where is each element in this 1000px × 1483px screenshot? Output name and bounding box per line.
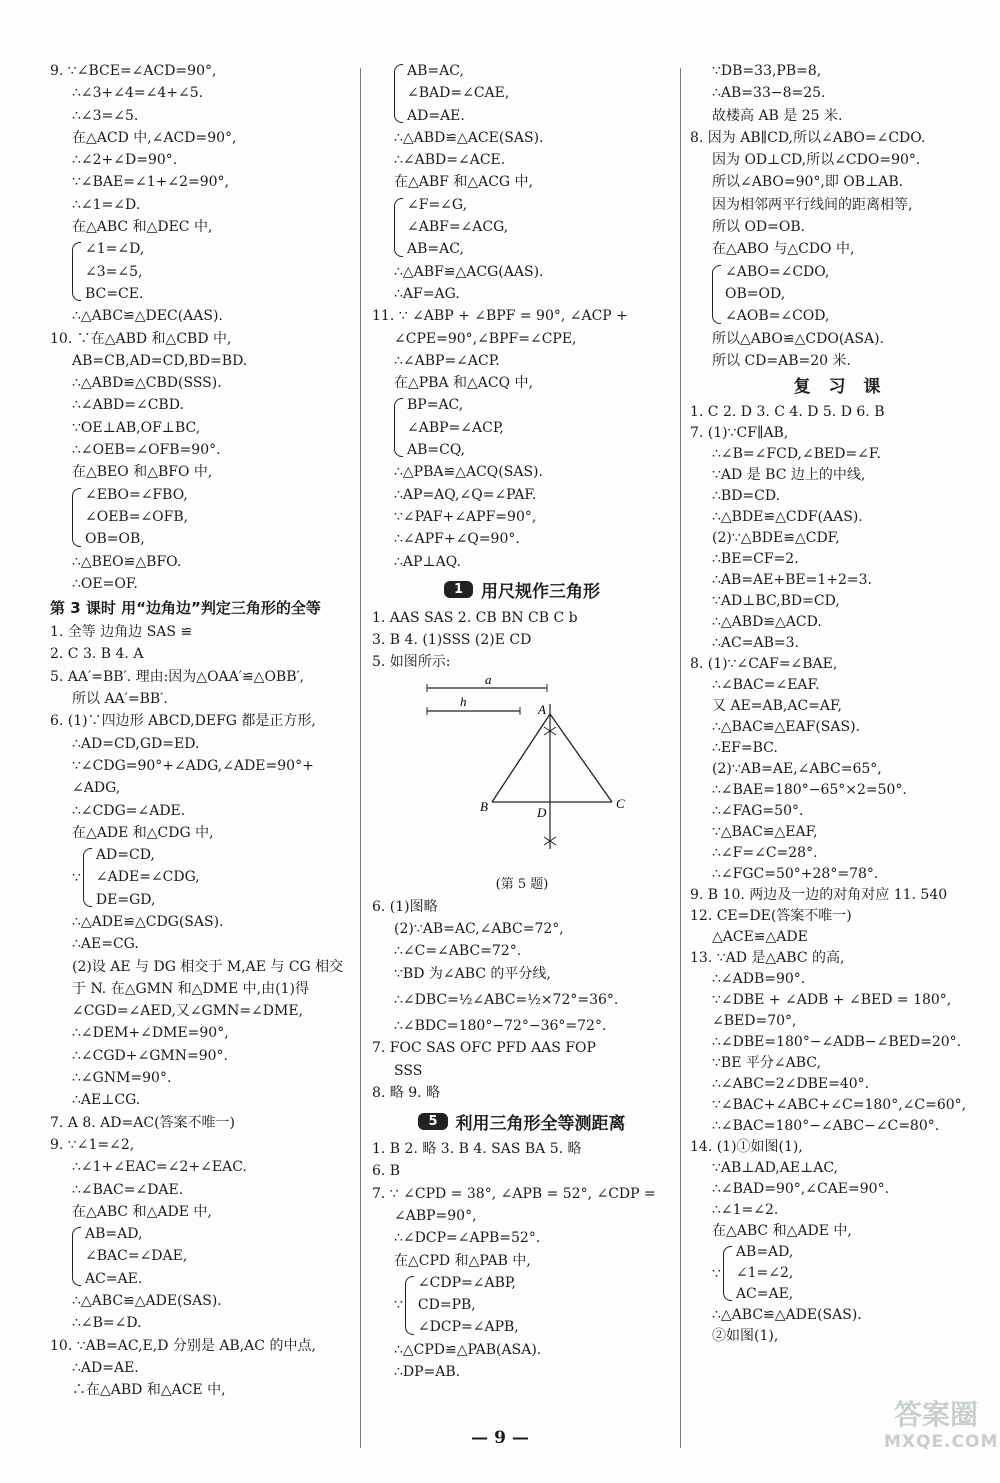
text-line: 5. AA′=BB′. 理由:因为△OAA′≌△OBB′,	[50, 668, 305, 685]
text-line: ∴∠DBC=½∠ABC=½×72°=36°.	[394, 991, 619, 1008]
column-divider-2	[680, 68, 681, 1448]
text-line: 1. C 2. D 3. C 4. D 5. D 6. B	[690, 404, 885, 421]
text-line: AB=CQ,	[407, 442, 466, 459]
text-line: ∴∠BAC=∠EAF.	[712, 677, 820, 694]
text-line: ∴∠2+∠D=90°.	[72, 152, 178, 169]
text-line: ∴AP⊥AQ.	[394, 553, 461, 570]
label-a: a	[485, 673, 492, 687]
page-number: — 9 —	[471, 1428, 529, 1448]
text-line: ∠ABP=90°,	[394, 1207, 477, 1224]
text-line: 7. FOC SAS OFC PFD AAS FOP	[372, 1040, 596, 1057]
text-line: 7. ∵ ∠CPD = 38°, ∠APB = 52°, ∠CDP =	[372, 1185, 656, 1202]
text-line: ∴∠BDC=180°−72°−36°=72°.	[394, 1017, 607, 1034]
text-line: ∴△BAC≌△EAF(SAS).	[712, 719, 860, 736]
text-line: ∠BAC=∠DAE,	[85, 1248, 188, 1265]
text-line: OB=OD,	[725, 285, 786, 302]
text-line: ∠F=∠G,	[407, 196, 468, 213]
text-line: AD=AE.	[407, 107, 465, 124]
text-line: 9. B 10. 两边及一边的对角对应 11. 540	[690, 887, 948, 904]
label-h: h	[460, 693, 467, 709]
brace	[712, 265, 721, 324]
text-line: 1. B 2. 略 3. B 4. SAS BA 5. 略	[372, 1141, 582, 1158]
brace	[405, 1276, 414, 1335]
chapter-badge: 1	[444, 581, 473, 598]
text-line: 在△CPD 和△PAB 中,	[394, 1252, 531, 1269]
text-line: ∴DP=AB.	[394, 1364, 461, 1381]
label-A: A	[538, 701, 546, 717]
text-line: 11. ∵ ∠ABP + ∠BPF = 90°, ∠ACP +	[372, 308, 628, 325]
text-line: ∴△PBA≌△ACQ(SAS).	[394, 464, 543, 481]
text-line: △ACE≌△ADE	[712, 929, 808, 946]
text-line: ∴∠3+∠4=∠4+∠5.	[72, 85, 204, 102]
text-line: ∵△BAC≌△EAF,	[712, 824, 818, 841]
text-line: ∴∠FAG=50°.	[712, 803, 804, 820]
text-line: ∠ADG,	[72, 780, 121, 797]
brace	[72, 242, 81, 301]
text-line: ∴△ABC≌△ADE(SAS).	[72, 1293, 222, 1310]
lesson3-answers	[50, 621, 348, 1401]
equation-system	[372, 394, 672, 461]
text-line: 在△ABO 与△CDO 中,	[712, 241, 855, 258]
text-line: AC=AE.	[85, 1270, 143, 1287]
text-line: 9. ∵∠BCE=∠ACD=90°,	[50, 63, 217, 79]
text-line: ∠CGD=∠AED,又∠GMN=∠DME,	[72, 1003, 304, 1020]
text-line: OB=OB,	[85, 531, 145, 548]
text-line: CD=PB,	[417, 1297, 476, 1314]
equation-system	[50, 238, 348, 305]
text-line: 于 N. 在△GMN 和△DME 中,由(1)得	[72, 980, 309, 997]
text-line: ∴△ABD≌△ACD.	[712, 614, 822, 631]
text-line: 2. C 3. B 4. A	[50, 646, 144, 663]
text-line: 故楼高 AB 是 25 米.	[712, 107, 843, 124]
triangle-construction-diagram	[372, 674, 672, 874]
text-line: ∴∠ABD=∠ACE.	[394, 152, 506, 169]
text-line: ∠3=∠5,	[85, 263, 143, 280]
equation-system: ∵ AB=AD, ∠1=∠2, AC=AE,	[690, 1242, 990, 1305]
text-line: ∵AB⊥AD,AE⊥AC,	[712, 1160, 839, 1177]
text-line: ∴AD=AE.	[72, 1359, 139, 1376]
text-line: ∵OE⊥AB,OF⊥BC,	[72, 419, 201, 436]
column-divider-1	[360, 68, 361, 1448]
text-line: ∵DB=33,PB=8,	[712, 63, 822, 79]
chapter-heading-2	[372, 1104, 672, 1138]
text-line: 8. 因为 AB∥CD,所以∠ABO=∠CDO.	[690, 129, 926, 146]
text-line: ∴∠F=∠C=28°.	[712, 845, 818, 862]
text-line: SSS	[394, 1062, 423, 1079]
text-line: ∴EF=BC.	[712, 740, 778, 757]
text-line: 10. ∵AB=AC,E,D 分别是 AB,AC 的中点,	[50, 1337, 316, 1354]
text-line: 在△ACD 中,∠ACD=90°,	[72, 129, 237, 146]
text-line: ∴∠OEB=∠OFB=90°.	[72, 442, 221, 459]
text-line: 在△PBA 和△ACQ 中,	[394, 375, 534, 392]
text-line: 7. (1)∵CF∥AB,	[690, 425, 789, 442]
text-line: ∴BE=CF=2.	[712, 551, 799, 568]
text-line: ∴∠ABC=2∠DBE=40°.	[712, 1076, 870, 1093]
brace	[72, 488, 81, 547]
text-line: ∴△ABC≌△DEC(AAS).	[72, 308, 223, 325]
text-line: ∴△BDE≌△CDF(AAS).	[712, 509, 863, 526]
text-line: 8. (1)∵∠CAF=∠BAE,	[690, 656, 838, 673]
text-line: ∴∠1=∠2.	[712, 1202, 779, 1219]
text-line: AB=AC,	[407, 63, 464, 79]
text-line: ∵∠BAE=∠1+∠2=90°,	[72, 174, 229, 191]
chapter-heading-1	[372, 573, 672, 607]
text-line: ∠BED=70°,	[712, 1013, 797, 1030]
text-line: ∴△ADE≌△CDG(SAS).	[72, 913, 224, 930]
column-2	[372, 60, 672, 1383]
text-line: ∵BD 为∠ABC 的平分线,	[394, 965, 551, 982]
text-line: 在△BEO 和△BFO 中,	[72, 464, 213, 481]
text-line: ∴∠DEM+∠DME=90°,	[72, 1025, 229, 1042]
text-line: AC=AE,	[735, 1286, 794, 1303]
text-line: ∴∠C=∠ABC=72°.	[394, 943, 522, 960]
text-line: 9. ∵∠1=∠2,	[50, 1136, 135, 1153]
text-line: ∴∠ABD=∠CBD.	[72, 397, 184, 414]
text-line: 6. (1)图略	[372, 898, 438, 915]
text-line: BC=CE.	[85, 285, 144, 302]
text-line: ∵BE 平分∠ABC,	[712, 1055, 821, 1072]
label-D: D	[537, 804, 547, 820]
text-line: ∴AB=AE+BE=1+2=3.	[712, 572, 872, 589]
text-line: ∴△BEO≌△BFO.	[72, 553, 182, 570]
text-line: AB=AD,	[735, 1244, 794, 1261]
text-line: ∴∠APF+∠Q=90°.	[394, 531, 520, 548]
text-line: 6. B	[372, 1163, 401, 1180]
text-line: 所以∠ABO=90°,即 OB⊥AB.	[712, 174, 904, 191]
equation-system	[690, 261, 990, 328]
chapter-title: 用尺规作三角形	[481, 582, 601, 603]
text-line: (2)∵AB=AC,∠ABC=72°,	[394, 921, 564, 938]
text-line: DE=GD,	[95, 891, 156, 908]
chapter-title: 利用三角形全等测距离	[455, 1113, 626, 1134]
text-line: ∵∠PAF+∠APF=90°,	[394, 508, 537, 525]
text-line: ∴∠DBE=180°−∠ADB−∠BED=20°.	[712, 1034, 962, 1051]
text-line: ∴∠CGD+∠GMN=90°.	[72, 1047, 228, 1064]
text-line: (2)∵AB=AE,∠ABC=65°,	[712, 761, 882, 778]
text-line: ∠AOB=∠COD,	[725, 308, 830, 325]
text-line: ∠EBO=∠FBO,	[85, 486, 188, 503]
text-line: 在△ABC 和△ADE 中,	[72, 1203, 212, 1220]
watermark-text: 答案圈	[893, 1398, 978, 1431]
text-line: 8. 略 9. 略	[372, 1084, 441, 1101]
text-line: ∴OE=OF.	[72, 575, 138, 592]
text-line: 所以 AA′=BB′.	[72, 691, 168, 708]
text-line: (2)设 AE 与 DG 相交于 M,AE 与 CG 相交	[72, 958, 344, 975]
equation-system	[372, 60, 672, 127]
text-line: ∴△ABF≌△ACG(AAS).	[394, 263, 544, 280]
text-line: ∴在△ABD 和△ACE 中,	[72, 1382, 226, 1399]
q9-block	[50, 60, 348, 328]
text-line: ∴∠B=∠FCD,∠BED=∠F.	[712, 446, 881, 463]
text-line: ∠1=∠2,	[735, 1265, 794, 1282]
watermark-logo	[884, 1398, 999, 1468]
text-line: ∴∠BAC=∠DAE.	[72, 1181, 184, 1198]
brace	[72, 1227, 81, 1286]
text-line: ∴BD=CD.	[712, 488, 781, 505]
text-line: 在△ABF 和△ACG 中,	[394, 174, 534, 191]
text-line: ∴AE⊥CG.	[72, 1092, 141, 1109]
text-line: ∠OEB=∠OFB,	[85, 508, 189, 525]
text-line: ∴∠1=∠D.	[72, 196, 141, 213]
equation-system	[372, 194, 672, 261]
text-line: ∴△ABC≌△ADE(SAS).	[712, 1307, 862, 1324]
text-line: 所以△ABO≌△CDO(ASA).	[712, 330, 884, 347]
text-line: (2)∵△BDE≌△CDF,	[712, 530, 840, 547]
text-line: ∠CDP=∠ABP,	[417, 1274, 516, 1291]
column-3	[690, 60, 990, 1347]
brace	[394, 64, 403, 123]
text-line: ∴AD=CD,GD=ED.	[72, 735, 200, 752]
text-line: 3. B 4. (1)SSS (2)E CD	[372, 632, 532, 649]
text-line: ∵∠DBE + ∠ADB + ∠BED = 180°,	[712, 992, 952, 1009]
text-line: 所以 OD=OB.	[712, 219, 806, 236]
text-line: BP=AC,	[407, 397, 464, 414]
text-line: ∠CPE=90°,∠BPF=∠CPE,	[394, 330, 577, 347]
lesson-heading: 第 3 课时 用“边角边”判定三角形的全等	[50, 599, 321, 618]
text-line: ∵∠BAC+∠ABC+∠C=180°,∠C=60°,	[712, 1097, 967, 1114]
text-line: ∴∠BAC=180°−∠ABC−∠C=80°.	[712, 1118, 940, 1135]
section-title: 复 习 课	[793, 377, 887, 398]
text-line: ∴△ABD≌△ACE(SAS).	[394, 129, 544, 146]
text-line: ∴∠DCP=∠APB=52°.	[394, 1230, 541, 1247]
text-line: ∴∠FGC=50°+28°=78°.	[712, 866, 879, 883]
text-line: ∴∠BAD=90°,∠CAE=90°.	[712, 1181, 890, 1198]
text-line: 7. A 8. AD=AC(答案不唯一)	[50, 1114, 235, 1131]
text-line: ∵∠CDG=90°+∠ADG,∠ADE=90°+	[72, 757, 314, 774]
brace	[394, 198, 403, 257]
column-1	[50, 60, 348, 1402]
equation-system	[50, 1223, 348, 1290]
equation-system: ∵ ∠CDP=∠ABP, CD=PB, ∠DCP=∠APB,	[372, 1272, 672, 1339]
text-line: 因为 OD⊥CD,所以∠CDO=90°.	[712, 152, 921, 169]
equation-system: ∵ AD=CD, ∠ADE=∠CDG, DE=GD,	[50, 844, 348, 911]
brace	[83, 848, 92, 907]
text-line: 在△ABC 和△DEC 中,	[72, 219, 213, 236]
text-line: ∴∠ADB=90°.	[712, 971, 806, 988]
text-line: 10. ∵在△ABD 和△CBD 中,	[50, 330, 232, 347]
text-line: 14. (1)①如图(1),	[690, 1139, 803, 1156]
text-line: 6. (1)∵四边形 ABCD,DEFG 都是正方形,	[50, 713, 316, 730]
text-line: ∴∠GNM=90°.	[72, 1070, 172, 1087]
text-line: ∵AD⊥BC,BD=CD,	[712, 593, 840, 610]
text-line: ∠BAD=∠CAE,	[407, 85, 510, 102]
text-line: ∴AP=AQ,∠Q=∠PAF.	[394, 486, 537, 503]
watermark-url: MXQE.COM	[884, 1432, 999, 1452]
q10-block	[50, 328, 348, 596]
text-line: ∴AE=CG.	[72, 936, 139, 953]
text-line: ∠ABF=∠ACG,	[407, 219, 509, 236]
text-line: ∠1=∠D,	[85, 241, 145, 258]
text-line: 所以 CD=AB=20 米.	[712, 352, 851, 369]
equation-system	[50, 484, 348, 551]
text-line: 在△ABC 和△ADE 中,	[712, 1223, 852, 1240]
construction-figure	[372, 674, 672, 874]
text-line: AB=AD,	[85, 1226, 143, 1243]
text-line: ∴AC=AB=3.	[712, 635, 799, 652]
text-line: ∴△CPD≌△PAB(ASA).	[394, 1341, 542, 1358]
text-line: ∠DCP=∠APB,	[417, 1319, 519, 1336]
text-line: ∴∠CDG=∠ADE.	[72, 802, 186, 819]
text-line: ∴AB=33−8=25.	[712, 85, 826, 102]
text-line: ∵AD 是 BC 边上的中线,	[712, 467, 866, 484]
text-line: ∴∠B=∠D.	[72, 1315, 142, 1332]
text-line: AB=CB,AD=CD,BD=BD.	[72, 352, 248, 369]
text-line: ∴∠BAE=180°−65°×2=50°.	[712, 782, 907, 799]
text-line: 13. ∵AD 是△ABC 的高,	[690, 950, 845, 967]
text-line: ∴∠ABP=∠ACP.	[394, 352, 500, 369]
text-line: 在△ADE 和△CDG 中,	[72, 824, 214, 841]
brace	[394, 398, 403, 457]
text-line: 5. 如图所示:	[372, 654, 451, 671]
brace	[723, 1246, 732, 1301]
text-line: ∠ABO=∠CDO,	[725, 263, 830, 280]
text-line: ∠ABP=∠ACP,	[407, 419, 504, 436]
label-C: C	[616, 795, 625, 811]
figure-caption: (第 5 题)	[495, 876, 549, 892]
text-line: AB=AC,	[407, 241, 464, 258]
text-line: ∴△ABD≌△CBD(SSS).	[72, 375, 222, 392]
text-line: 又 AE=AB,AC=AF,	[712, 698, 843, 715]
text-line: ∴∠1+∠EAC=∠2+∠EAC.	[72, 1159, 247, 1176]
text-line: AD=CD,	[95, 847, 155, 864]
chapter-badge: 5	[418, 1113, 447, 1130]
label-B: B	[480, 798, 488, 814]
text-line: ∠ADE=∠CDG,	[95, 869, 200, 886]
text-line: 因为相邻两平行线间的距离相等,	[712, 196, 913, 213]
text-line: ②如图(1),	[712, 1328, 779, 1345]
text-line: ∴AF=AG.	[394, 285, 460, 302]
text-line: 12. CE=DE(答案不唯一)	[690, 908, 852, 925]
text-line: 1. 全等 边角边 SAS ≌	[50, 624, 193, 641]
text-line: 1. AAS SAS 2. CB BN CB C b	[372, 609, 578, 626]
text-line: ∴∠3=∠5.	[72, 107, 139, 124]
